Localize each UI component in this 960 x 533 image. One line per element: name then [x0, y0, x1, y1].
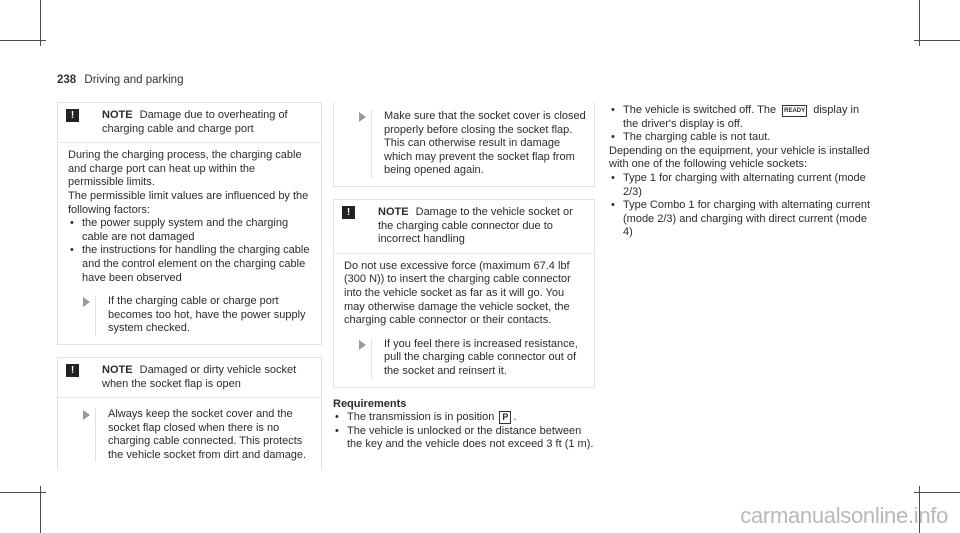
arrow-icon	[83, 410, 90, 420]
condition-list	[609, 104, 871, 145]
park-gear-icon: P	[499, 411, 511, 424]
list-item: • The charging cable is not taut.	[609, 131, 871, 145]
note-incorrect-handling	[333, 199, 595, 388]
paragraph: Do not use excessive force (maximum 67.4 lbf (300 N)) to insert the charging cable connector into the vehicle socket as far as it will go. You may otherwise damage the vehicle socket, the charging cable connector or their contacts.	[344, 259, 571, 327]
note-heading: Damage to the vehicle socket or the charging cable connector due to incorrect handling	[378, 205, 573, 246]
note-label: NOTE	[102, 363, 133, 376]
note-body	[334, 253, 594, 387]
note-continuation	[333, 102, 595, 187]
page-header	[57, 74, 183, 86]
action-text: Always keep the socket cover and the socket flap closed when there is no charging cable connected. This protects the vehicle socket from dirt and damage.	[108, 408, 307, 461]
note-body	[58, 397, 321, 470]
page-number: 238	[57, 74, 77, 86]
column-2	[333, 102, 595, 452]
note-heading: Damaged or dirty vehicle socket when the socket flap is open	[102, 363, 297, 390]
note-header	[58, 103, 321, 142]
watermark: carmanualsonline.info	[740, 503, 948, 528]
crop-mark	[914, 492, 960, 493]
ready-indicator-icon: READY	[782, 105, 807, 117]
requirements-title: Requirements	[333, 397, 407, 410]
action-text: Make sure that the socket cover is closed properly before closing the socket flap. This can otherwise result in damage which may prevent the socket flap from being opened again.	[384, 110, 586, 177]
note-body	[334, 102, 594, 186]
note-dirty-socket	[57, 357, 322, 471]
note-label: NOTE	[378, 205, 409, 218]
crop-mark	[0, 40, 46, 41]
action-step	[344, 110, 586, 178]
section-title: Driving and parking	[84, 74, 184, 86]
divider	[95, 295, 96, 336]
arrow-icon	[83, 297, 90, 307]
note-body	[58, 142, 321, 344]
requirements-list	[333, 411, 595, 452]
action-step	[344, 338, 586, 379]
column-1	[57, 102, 322, 470]
action-text: If the charging cable or charge port becomes too hot, have the power supply system checked.	[108, 295, 306, 335]
condition-text: The vehicle is switched off. The	[623, 104, 777, 116]
note-header	[334, 200, 594, 253]
note-header	[58, 358, 321, 397]
list-item: • the power supply system and the charging cable are not damaged	[68, 217, 313, 244]
condition-text: display in the driver's display is off.	[623, 104, 860, 130]
requirements	[333, 398, 595, 452]
crop-mark	[40, 486, 41, 533]
punctuation: .	[513, 411, 517, 424]
column-3	[609, 104, 871, 240]
note-overheating	[57, 102, 322, 345]
factor-list	[68, 217, 313, 285]
paragraph: During the charging process, the charging cable and charge port can heat up within the permissible limits.	[68, 149, 302, 189]
crop-mark	[0, 492, 46, 493]
divider	[371, 338, 372, 379]
warning-icon: !	[66, 109, 79, 122]
warning-icon: !	[66, 364, 79, 377]
note-label: NOTE	[102, 109, 133, 121]
list-item	[609, 104, 871, 131]
requirement-text: The transmission is in position	[347, 411, 495, 424]
divider	[371, 110, 372, 178]
socket-list	[609, 172, 871, 240]
action-text: If you feel there is increased resistance, pull the charging cable connector out of the socket and reinsert it.	[384, 337, 578, 377]
list-item: • Type Combo 1 for charging with alternating current (mode 2/3) and charging with direct current (mode 4)	[609, 199, 871, 240]
arrow-icon	[359, 340, 366, 350]
paragraph: The permissible limit values are influenced by the following factors:	[68, 189, 309, 216]
arrow-icon	[359, 112, 366, 122]
note-heading: Damage due to overheating of charging cable and charge port	[102, 109, 288, 135]
paragraph: Depending on the equipment, your vehicle is installed with one of the following vehicle sockets:	[609, 144, 870, 171]
divider	[95, 408, 96, 462]
action-step	[68, 408, 313, 462]
list-item	[333, 411, 595, 425]
list-item: • The vehicle is unlocked or the distance between the key and the vehicle does not exceed 3 ft (1 m).	[333, 425, 595, 452]
action-step	[68, 295, 313, 336]
list-item: • Type 1 for charging with alternating current (mode 2/3)	[609, 172, 871, 199]
crop-mark	[914, 40, 960, 41]
warning-icon: !	[342, 206, 355, 219]
list-item: • the instructions for handling the charging cable and the control element on the charging cable have been observed	[68, 244, 313, 285]
